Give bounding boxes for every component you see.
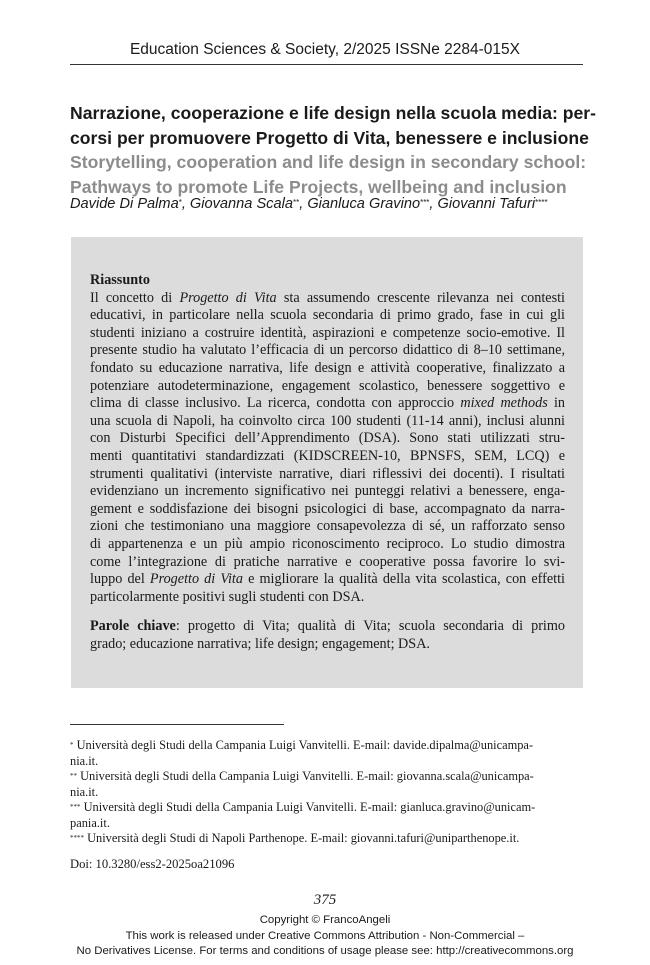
italic-term: Progetto di Vita xyxy=(149,571,243,588)
title-english-line-2: Pathways to promote Life Projects, wellbeing and inclusion xyxy=(70,177,567,197)
keywords-text: : progetto di Vita; qualità di Vita; scuola secondaria di primo xyxy=(175,618,565,635)
abstract-box xyxy=(71,237,583,688)
journal-header: Education Sciences & Society, 2/2025 ISSNe 2284-015X xyxy=(129,41,521,58)
footnote-divider xyxy=(70,724,284,725)
author-separator: , xyxy=(181,196,190,212)
license-line: No Derivatives License. For terms and conditions of usage please see: http://creativecommons.org xyxy=(76,945,574,958)
author-name: Giovanna Scala xyxy=(189,196,293,212)
italic-term: mixed methods xyxy=(460,395,548,412)
abstract-line: clima di classe inclusivo. La ricerca, condotta con approccio mixed methods in xyxy=(90,395,565,412)
author-footnote-mark: ** xyxy=(292,198,300,207)
abstract-line: come l’integrazione di pratiche narrative e cooperative possa favorire lo svi- xyxy=(90,553,565,570)
abstract-line: luppo del Progetto di Vita e migliorare la qualità della vita scolastica, con effetti xyxy=(90,571,566,588)
footnote-mark: * xyxy=(70,741,74,749)
abstract-line: una scuola di Napoli, ha coinvolto circa 100 studenti (11-14 anni), inclusi alunni xyxy=(90,412,565,429)
title-italian-line-1: Narrazione, cooperazione e life design nella scuola media: per- xyxy=(70,103,597,123)
abstract-line: gement e soddisfazione dei bisogni psicologici di base, accompagnato da narra- xyxy=(90,500,565,517)
footnote-continuation: nia.it. xyxy=(70,753,99,768)
abstract-body xyxy=(90,290,565,607)
author-list xyxy=(70,194,548,214)
copyright-notice xyxy=(0,913,650,960)
abstract-line: di appartenenza e un più ampio riconoscimento reciproco. Lo studio dimostra xyxy=(90,535,565,552)
footnote: *** Università degli Studi della Campania Luigi Vanvitelli. E-mail: gianluca.gravino@unicam- xyxy=(70,800,536,814)
abstract-heading: Riassunto xyxy=(90,272,150,288)
author-footnote-mark: * xyxy=(178,198,182,207)
title-english xyxy=(70,150,590,200)
footnote-continuation: nia.it. xyxy=(70,784,99,799)
footnote: * Università degli Studi della Campania Luigi Vanvitelli. E-mail: davide.dipalma@unicampa- xyxy=(70,738,534,752)
abstract-line: potenziare autodeterminazione, engagement scolastico, benessere soggettivo e xyxy=(90,377,565,394)
abstract-line: studenti iniziano a costruire identità, aspirazioni e competenze socio-emotive. Il xyxy=(90,324,565,341)
footnote: **** Università degli Studi di Napoli Parthenope. E-mail: giovanni.tafuri@uniparthenope.it. xyxy=(70,831,520,845)
author-separator: , xyxy=(429,196,438,212)
author-separator: , xyxy=(299,196,308,212)
abstract-line: educativi, in particolare nella scuola secondaria di primo grado, fase in cui gli xyxy=(90,307,565,324)
page-number: 375 xyxy=(313,892,337,908)
abstract-line: zioni che testimoniano una maggiore consapevolezza di sé, un rafforzato senso xyxy=(90,518,565,535)
abstract-line: menti quantitativi standardizzati (KIDSCREEN-10, BPNSFS, SEM, LCQ) e xyxy=(90,447,565,464)
footnote-continuation: pania.it. xyxy=(70,815,110,830)
abstract-content xyxy=(90,272,565,653)
copyright-line: Copyright © FrancoAngeli xyxy=(259,914,391,926)
keywords xyxy=(90,618,565,653)
keywords-label: Parole chiave xyxy=(90,618,176,635)
doi: Doi: 10.3280/ess2-2025oa21096 xyxy=(70,857,235,871)
footnotes xyxy=(70,738,584,847)
abstract-line: particolarmente positivi sugli studenti con DSA. xyxy=(90,588,365,605)
footnote-mark: *** xyxy=(70,803,81,811)
header-divider xyxy=(70,64,583,65)
author-name: Davide Di Palma xyxy=(70,196,179,212)
abstract-line: strumenti qualitativi (interviste narrative, diari riflessivi dei docenti). I risultati xyxy=(90,465,565,482)
abstract-line: con Disturbi Specifici dell’Apprendimento (DSA). Sono stati utilizzati stru- xyxy=(90,430,565,447)
abstract-line: presente studio ha valutato l’efficacia di un percorso didattico di 8–10 settimane, xyxy=(90,342,565,359)
author-name: Gianluca Gravino xyxy=(307,196,421,212)
italic-term: Progetto di Vita xyxy=(179,289,277,306)
footnote-mark: ** xyxy=(70,772,77,780)
keywords-text: grado; educazione narrativa; life design; engagement; DSA. xyxy=(90,635,430,652)
license-line: This work is released under Creative Commons Attribution - Non-Commercial – xyxy=(125,929,525,942)
author-name: Giovanni Tafuri xyxy=(437,196,536,212)
footnote-mark: **** xyxy=(70,834,84,842)
title-italian xyxy=(70,101,597,151)
abstract-line: fondato su educazione narrativa, life design e attività cooperative, finalizzato a xyxy=(90,359,565,376)
author-footnote-mark: *** xyxy=(420,198,430,207)
title-italian-line-2: corsi per promuovere Progetto di Vita, benessere e inclusione xyxy=(70,128,589,148)
abstract-line: Il concetto di Progetto di Vita sta assumendo crescente rilevanza nei contesti xyxy=(90,289,565,306)
abstract-line: evidenziano un incremento significativo nei punteggi relativi a benessere, enga- xyxy=(90,483,565,500)
footnote: ** Università degli Studi della Campania Luigi Vanvitelli. E-mail: giovanna.scala@unicampa- xyxy=(70,769,534,783)
author-footnote-mark: **** xyxy=(535,198,548,207)
title-english-line-1: Storytelling, cooperation and life design in secondary school: xyxy=(70,152,587,172)
